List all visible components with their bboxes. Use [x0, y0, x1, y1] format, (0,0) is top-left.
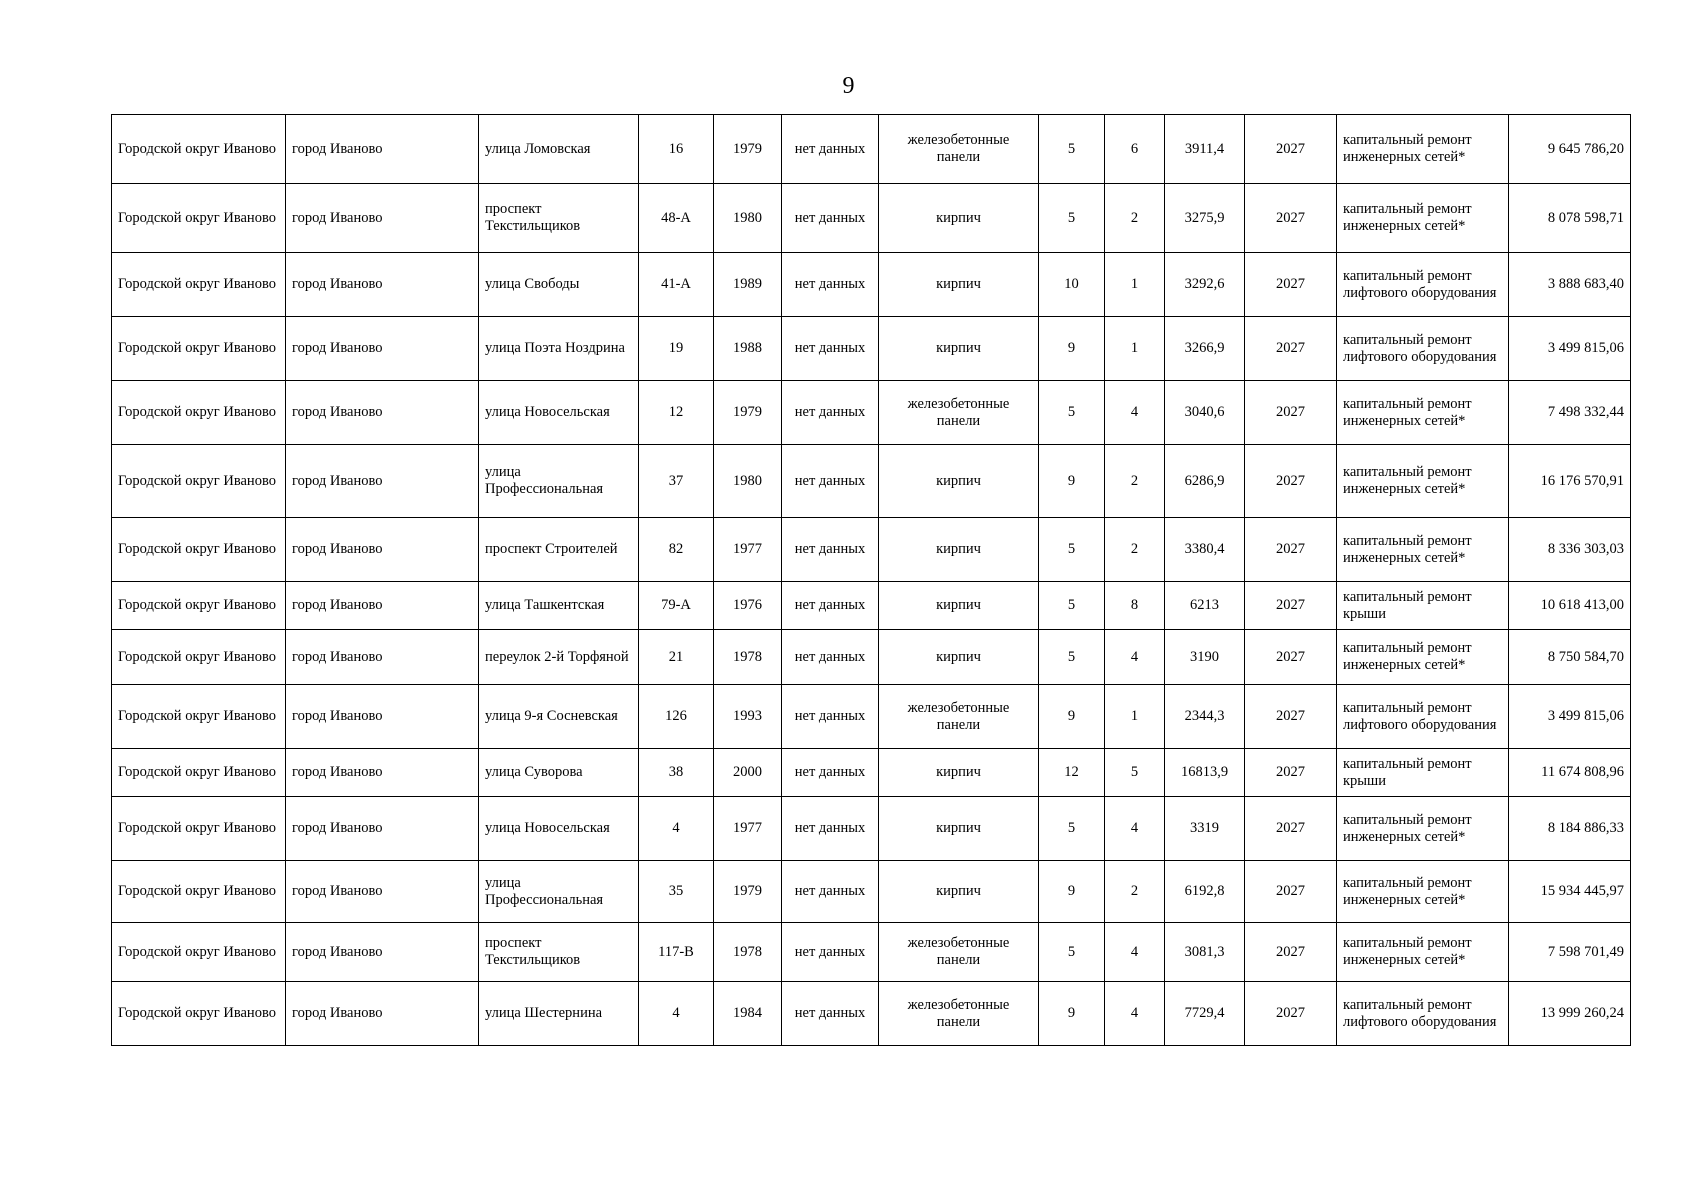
wall-material-cell: кирпич [879, 445, 1039, 518]
city-cell: город Иваново [286, 982, 479, 1046]
table-row [112, 630, 1631, 685]
wall-material-cell: железобетонные панели [879, 685, 1039, 749]
year-last-overhaul-cell: нет данных [782, 861, 879, 923]
table-row [112, 317, 1631, 381]
city-cell: город Иваново [286, 861, 479, 923]
year-built-cell: 1977 [714, 797, 782, 861]
table-row [112, 115, 1631, 184]
year-built-cell: 1993 [714, 685, 782, 749]
city-cell: город Иваново [286, 630, 479, 685]
cost-cell: 11 674 808,96 [1509, 749, 1631, 797]
floors-cell: 9 [1039, 982, 1105, 1046]
area-cell: 7729,4 [1165, 982, 1245, 1046]
floors-cell: 9 [1039, 445, 1105, 518]
floors-cell: 5 [1039, 115, 1105, 184]
year-built-cell: 1989 [714, 253, 782, 317]
planned-year-cell: 2027 [1245, 445, 1337, 518]
wall-material-cell: железобетонные панели [879, 923, 1039, 982]
entrances-cell: 4 [1105, 923, 1165, 982]
floors-cell: 9 [1039, 685, 1105, 749]
street-cell: улица Новосельская [479, 381, 639, 445]
work-type-cell: капитальный ремонт инженерных сетей* [1337, 115, 1509, 184]
entrances-cell: 1 [1105, 253, 1165, 317]
year-last-overhaul-cell: нет данных [782, 797, 879, 861]
house-number-cell: 35 [639, 861, 714, 923]
year-built-cell: 1980 [714, 445, 782, 518]
year-last-overhaul-cell: нет данных [782, 749, 879, 797]
street-cell: проспект Текстильщиков [479, 184, 639, 253]
planned-year-cell: 2027 [1245, 797, 1337, 861]
planned-year-cell: 2027 [1245, 518, 1337, 582]
cost-cell: 9 645 786,20 [1509, 115, 1631, 184]
work-type-cell: капитальный ремонт лифтового оборудования [1337, 685, 1509, 749]
area-cell: 3040,6 [1165, 381, 1245, 445]
floors-cell: 5 [1039, 582, 1105, 630]
year-last-overhaul-cell: нет данных [782, 630, 879, 685]
work-type-cell: капитальный ремонт крыши [1337, 582, 1509, 630]
city-cell: город Иваново [286, 749, 479, 797]
year-built-cell: 1979 [714, 115, 782, 184]
cost-cell: 16 176 570,91 [1509, 445, 1631, 518]
area-cell: 3275,9 [1165, 184, 1245, 253]
wall-material-cell: железобетонные панели [879, 381, 1039, 445]
city-cell: город Иваново [286, 381, 479, 445]
house-number-cell: 21 [639, 630, 714, 685]
street-cell: улица Ломовская [479, 115, 639, 184]
page-number: 9 [842, 73, 855, 99]
floors-cell: 5 [1039, 630, 1105, 685]
entrances-cell: 8 [1105, 582, 1165, 630]
year-last-overhaul-cell: нет данных [782, 582, 879, 630]
street-cell: проспект Строителей [479, 518, 639, 582]
table-row [112, 518, 1631, 582]
year-built-cell: 1988 [714, 317, 782, 381]
cost-cell: 13 999 260,24 [1509, 982, 1631, 1046]
house-number-cell: 38 [639, 749, 714, 797]
planned-year-cell: 2027 [1245, 582, 1337, 630]
city-cell: город Иваново [286, 445, 479, 518]
area-cell: 3380,4 [1165, 518, 1245, 582]
floors-cell: 5 [1039, 381, 1105, 445]
wall-material-cell: кирпич [879, 317, 1039, 381]
planned-year-cell: 2027 [1245, 184, 1337, 253]
city-cell: город Иваново [286, 923, 479, 982]
area-cell: 3911,4 [1165, 115, 1245, 184]
district-cell: Городской округ Иваново [112, 582, 286, 630]
district-cell: Городской округ Иваново [112, 381, 286, 445]
cost-cell: 15 934 445,97 [1509, 861, 1631, 923]
planned-year-cell: 2027 [1245, 982, 1337, 1046]
wall-material-cell: кирпич [879, 582, 1039, 630]
floors-cell: 12 [1039, 749, 1105, 797]
area-cell: 3081,3 [1165, 923, 1245, 982]
table-row [112, 184, 1631, 253]
planned-year-cell: 2027 [1245, 317, 1337, 381]
wall-material-cell: кирпич [879, 518, 1039, 582]
work-type-cell: капитальный ремонт крыши [1337, 749, 1509, 797]
year-last-overhaul-cell: нет данных [782, 115, 879, 184]
street-cell: улица Суворова [479, 749, 639, 797]
district-cell: Городской округ Иваново [112, 115, 286, 184]
table-row [112, 861, 1631, 923]
street-cell: улица Новосельская [479, 797, 639, 861]
wall-material-cell: кирпич [879, 861, 1039, 923]
city-cell: город Иваново [286, 518, 479, 582]
floors-cell: 10 [1039, 253, 1105, 317]
street-cell: проспект Текстильщиков [479, 923, 639, 982]
table-row [112, 685, 1631, 749]
city-cell: город Иваново [286, 184, 479, 253]
cost-cell: 10 618 413,00 [1509, 582, 1631, 630]
year-built-cell: 1980 [714, 184, 782, 253]
floors-cell: 5 [1039, 184, 1105, 253]
city-cell: город Иваново [286, 253, 479, 317]
district-cell: Городской округ Иваново [112, 630, 286, 685]
work-type-cell: капитальный ремонт лифтового оборудования [1337, 317, 1509, 381]
year-last-overhaul-cell: нет данных [782, 184, 879, 253]
table-row [112, 445, 1631, 518]
district-cell: Городской округ Иваново [112, 253, 286, 317]
wall-material-cell: железобетонные панели [879, 115, 1039, 184]
house-number-cell: 79-А [639, 582, 714, 630]
district-cell: Городской округ Иваново [112, 749, 286, 797]
entrances-cell: 2 [1105, 184, 1165, 253]
work-type-cell: капитальный ремонт инженерных сетей* [1337, 445, 1509, 518]
entrances-cell: 5 [1105, 749, 1165, 797]
district-cell: Городской округ Иваново [112, 184, 286, 253]
planned-year-cell: 2027 [1245, 630, 1337, 685]
area-cell: 6213 [1165, 582, 1245, 630]
area-cell: 6192,8 [1165, 861, 1245, 923]
floors-cell: 5 [1039, 923, 1105, 982]
year-built-cell: 2000 [714, 749, 782, 797]
street-cell: улица Профессиональная [479, 861, 639, 923]
cost-cell: 7 598 701,49 [1509, 923, 1631, 982]
work-type-cell: капитальный ремонт инженерных сетей* [1337, 923, 1509, 982]
street-cell: улица Свободы [479, 253, 639, 317]
entrances-cell: 2 [1105, 518, 1165, 582]
area-cell: 3319 [1165, 797, 1245, 861]
area-cell: 3266,9 [1165, 317, 1245, 381]
year-last-overhaul-cell: нет данных [782, 923, 879, 982]
work-type-cell: капитальный ремонт лифтового оборудования [1337, 982, 1509, 1046]
planned-year-cell: 2027 [1245, 749, 1337, 797]
year-last-overhaul-cell: нет данных [782, 317, 879, 381]
area-cell: 3190 [1165, 630, 1245, 685]
district-cell: Городской округ Иваново [112, 317, 286, 381]
table-row [112, 381, 1631, 445]
city-cell: город Иваново [286, 115, 479, 184]
house-number-cell: 19 [639, 317, 714, 381]
city-cell: город Иваново [286, 685, 479, 749]
house-number-cell: 126 [639, 685, 714, 749]
year-last-overhaul-cell: нет данных [782, 685, 879, 749]
street-cell: улица Ташкентская [479, 582, 639, 630]
house-number-cell: 117-В [639, 923, 714, 982]
planned-year-cell: 2027 [1245, 861, 1337, 923]
year-built-cell: 1979 [714, 381, 782, 445]
district-cell: Городской округ Иваново [112, 797, 286, 861]
work-type-cell: капитальный ремонт инженерных сетей* [1337, 184, 1509, 253]
table-row [112, 923, 1631, 982]
street-cell: улица Шестернина [479, 982, 639, 1046]
house-number-cell: 37 [639, 445, 714, 518]
wall-material-cell: кирпич [879, 253, 1039, 317]
year-last-overhaul-cell: нет данных [782, 253, 879, 317]
wall-material-cell: кирпич [879, 630, 1039, 685]
cost-cell: 7 498 332,44 [1509, 381, 1631, 445]
cost-cell: 3 499 815,06 [1509, 685, 1631, 749]
year-built-cell: 1979 [714, 861, 782, 923]
wall-material-cell: железобетонные панели [879, 982, 1039, 1046]
cost-cell: 8 184 886,33 [1509, 797, 1631, 861]
year-last-overhaul-cell: нет данных [782, 381, 879, 445]
table-row [112, 253, 1631, 317]
work-type-cell: капитальный ремонт лифтового оборудования [1337, 253, 1509, 317]
district-cell: Городской округ Иваново [112, 861, 286, 923]
cost-cell: 3 499 815,06 [1509, 317, 1631, 381]
table-body [112, 115, 1631, 1046]
year-built-cell: 1977 [714, 518, 782, 582]
city-cell: город Иваново [286, 582, 479, 630]
year-built-cell: 1984 [714, 982, 782, 1046]
cost-cell: 8 078 598,71 [1509, 184, 1631, 253]
work-type-cell: капитальный ремонт инженерных сетей* [1337, 861, 1509, 923]
city-cell: город Иваново [286, 797, 479, 861]
work-type-cell: капитальный ремонт инженерных сетей* [1337, 518, 1509, 582]
house-number-cell: 4 [639, 982, 714, 1046]
work-type-cell: капитальный ремонт инженерных сетей* [1337, 381, 1509, 445]
street-cell: улица 9-я Сосневская [479, 685, 639, 749]
cost-cell: 8 336 303,03 [1509, 518, 1631, 582]
entrances-cell: 6 [1105, 115, 1165, 184]
district-cell: Городской округ Иваново [112, 982, 286, 1046]
year-last-overhaul-cell: нет данных [782, 982, 879, 1046]
area-cell: 16813,9 [1165, 749, 1245, 797]
year-built-cell: 1978 [714, 630, 782, 685]
house-number-cell: 16 [639, 115, 714, 184]
year-built-cell: 1976 [714, 582, 782, 630]
year-built-cell: 1978 [714, 923, 782, 982]
house-number-cell: 48-А [639, 184, 714, 253]
entrances-cell: 2 [1105, 445, 1165, 518]
district-cell: Городской округ Иваново [112, 518, 286, 582]
planned-year-cell: 2027 [1245, 253, 1337, 317]
street-cell: улица Поэта Ноздрина [479, 317, 639, 381]
house-number-cell: 12 [639, 381, 714, 445]
entrances-cell: 4 [1105, 381, 1165, 445]
planned-year-cell: 2027 [1245, 381, 1337, 445]
entrances-cell: 4 [1105, 797, 1165, 861]
cost-cell: 8 750 584,70 [1509, 630, 1631, 685]
wall-material-cell: кирпич [879, 184, 1039, 253]
district-cell: Городской округ Иваново [112, 445, 286, 518]
table-row [112, 582, 1631, 630]
district-cell: Городской округ Иваново [112, 685, 286, 749]
area-cell: 3292,6 [1165, 253, 1245, 317]
entrances-cell: 1 [1105, 317, 1165, 381]
year-last-overhaul-cell: нет данных [782, 445, 879, 518]
area-cell: 2344,3 [1165, 685, 1245, 749]
table-row [112, 797, 1631, 861]
floors-cell: 5 [1039, 797, 1105, 861]
city-cell: город Иваново [286, 317, 479, 381]
year-last-overhaul-cell: нет данных [782, 518, 879, 582]
entrances-cell: 4 [1105, 630, 1165, 685]
housing-overhaul-table [111, 114, 1631, 1046]
floors-cell: 9 [1039, 317, 1105, 381]
table-row [112, 982, 1631, 1046]
street-cell: улица Профессиональная [479, 445, 639, 518]
planned-year-cell: 2027 [1245, 685, 1337, 749]
entrances-cell: 1 [1105, 685, 1165, 749]
entrances-cell: 2 [1105, 861, 1165, 923]
district-cell: Городской округ Иваново [112, 923, 286, 982]
work-type-cell: капитальный ремонт инженерных сетей* [1337, 630, 1509, 685]
house-number-cell: 4 [639, 797, 714, 861]
house-number-cell: 82 [639, 518, 714, 582]
floors-cell: 9 [1039, 861, 1105, 923]
wall-material-cell: кирпич [879, 797, 1039, 861]
work-type-cell: капитальный ремонт инженерных сетей* [1337, 797, 1509, 861]
cost-cell: 3 888 683,40 [1509, 253, 1631, 317]
planned-year-cell: 2027 [1245, 115, 1337, 184]
house-number-cell: 41-А [639, 253, 714, 317]
entrances-cell: 4 [1105, 982, 1165, 1046]
planned-year-cell: 2027 [1245, 923, 1337, 982]
floors-cell: 5 [1039, 518, 1105, 582]
street-cell: переулок 2-й Торфяной [479, 630, 639, 685]
area-cell: 6286,9 [1165, 445, 1245, 518]
wall-material-cell: кирпич [879, 749, 1039, 797]
table-row [112, 749, 1631, 797]
